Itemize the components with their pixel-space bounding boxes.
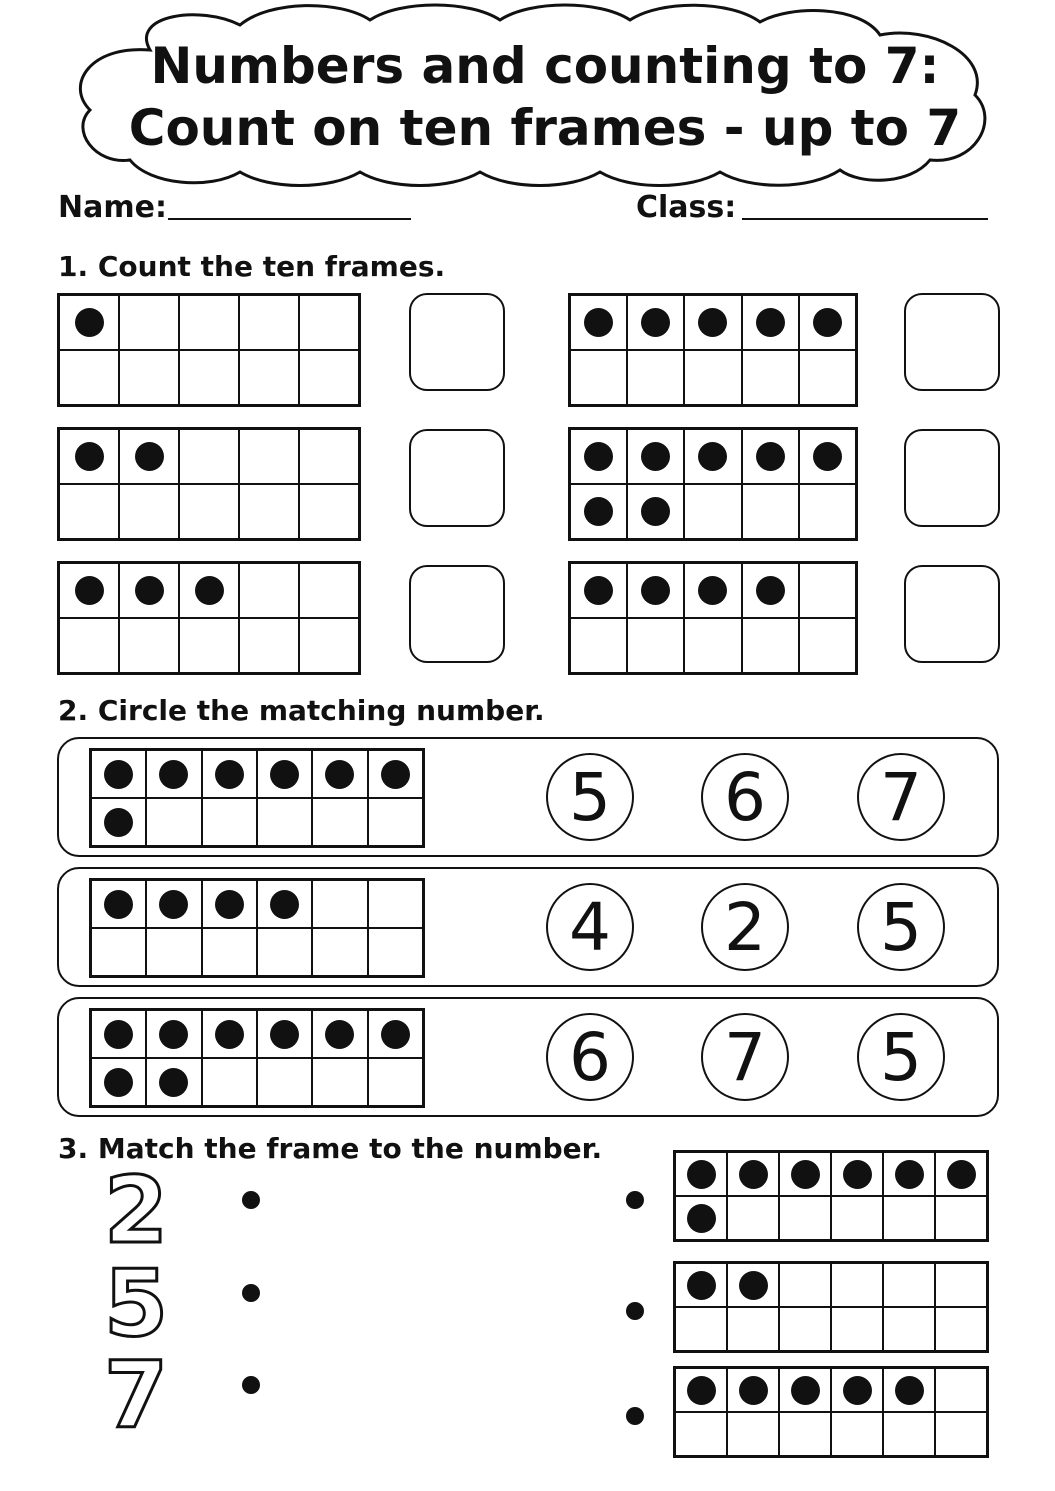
name-line[interactable] — [168, 218, 411, 220]
counter-dot — [135, 442, 164, 471]
number-choice[interactable]: 6 — [701, 753, 789, 841]
number-choice[interactable]: 2 — [701, 883, 789, 971]
frame-cell — [684, 295, 741, 350]
frame-cell — [935, 1263, 987, 1307]
frame-cell — [299, 295, 359, 350]
counter-dot — [325, 1020, 354, 1049]
counter-dot — [739, 1160, 768, 1189]
title-line-1: Numbers and counting to 7: — [150, 37, 940, 95]
answer-box[interactable] — [904, 293, 1000, 391]
frame-cell — [179, 295, 239, 350]
answer-box[interactable] — [409, 429, 505, 527]
frame-cell — [368, 750, 423, 798]
counter-dot — [756, 308, 785, 337]
counter-dot — [687, 1271, 716, 1300]
title-line-2: Count on ten frames - up to 7 — [128, 99, 962, 157]
frame-cell — [675, 1412, 727, 1456]
ten-frame — [89, 878, 425, 978]
frame-cell — [239, 295, 299, 350]
counter-dot — [325, 760, 354, 789]
frame-cell — [119, 429, 179, 484]
frame-cell — [570, 429, 627, 484]
frame-cell — [742, 429, 799, 484]
number-choice[interactable]: 6 — [546, 1013, 634, 1101]
frame-cell — [883, 1263, 935, 1307]
number-choice[interactable]: 5 — [546, 753, 634, 841]
counter-dot — [584, 576, 613, 605]
frame-cell — [179, 563, 239, 618]
frame-cell — [312, 1058, 367, 1106]
counter-dot — [75, 308, 104, 337]
class-label: Class: — [636, 190, 737, 225]
counter-dot — [843, 1160, 872, 1189]
frame-cell — [179, 618, 239, 673]
counter-dot — [813, 308, 842, 337]
frame-cell — [257, 1010, 312, 1058]
frame-cell — [742, 484, 799, 539]
ten-frame — [89, 748, 425, 848]
frame-cell — [299, 484, 359, 539]
frame-cell — [727, 1412, 779, 1456]
counter-dot — [791, 1160, 820, 1189]
match-point-right[interactable] — [626, 1302, 644, 1320]
ten-frame — [57, 293, 361, 407]
frame-cell — [831, 1368, 883, 1412]
number-choice[interactable]: 5 — [857, 883, 945, 971]
match-point-right[interactable] — [626, 1191, 644, 1209]
frame-cell — [202, 880, 257, 928]
counter-dot — [641, 442, 670, 471]
frame-cell — [727, 1196, 779, 1240]
match-point-left[interactable] — [242, 1191, 260, 1209]
frame-cell — [146, 880, 201, 928]
frame-cell — [570, 563, 627, 618]
counter-dot — [895, 1376, 924, 1405]
frame-cell — [799, 295, 856, 350]
frame-cell — [935, 1368, 987, 1412]
frame-cell — [627, 563, 684, 618]
frame-cell — [119, 563, 179, 618]
frame-cell — [312, 928, 367, 976]
frame-cell — [202, 750, 257, 798]
counter-dot — [739, 1376, 768, 1405]
counter-dot — [195, 576, 224, 605]
number-choice[interactable]: 4 — [546, 883, 634, 971]
frame-cell — [146, 1010, 201, 1058]
counter-dot — [895, 1160, 924, 1189]
frame-cell — [257, 1058, 312, 1106]
frame-cell — [935, 1196, 987, 1240]
frame-cell — [59, 429, 119, 484]
frame-cell — [257, 880, 312, 928]
frame-cell — [179, 429, 239, 484]
match-point-left[interactable] — [242, 1284, 260, 1302]
frame-cell — [91, 1058, 146, 1106]
answer-box[interactable] — [409, 293, 505, 391]
frame-cell — [119, 618, 179, 673]
frame-cell — [312, 798, 367, 846]
counter-dot — [947, 1160, 976, 1189]
frame-cell — [299, 563, 359, 618]
frame-cell — [239, 484, 299, 539]
ten-frame — [57, 427, 361, 541]
counter-dot — [756, 576, 785, 605]
frame-cell — [146, 798, 201, 846]
frame-cell — [202, 1010, 257, 1058]
frame-cell — [727, 1263, 779, 1307]
counter-dot — [791, 1376, 820, 1405]
counter-dot — [813, 442, 842, 471]
frame-cell — [91, 798, 146, 846]
frame-cell — [299, 429, 359, 484]
ten-frame — [57, 561, 361, 675]
counter-dot — [104, 890, 133, 919]
frame-cell — [119, 295, 179, 350]
frame-cell — [119, 484, 179, 539]
counter-dot — [739, 1271, 768, 1300]
answer-box[interactable] — [904, 429, 1000, 527]
counter-dot — [270, 760, 299, 789]
frame-cell — [779, 1152, 831, 1196]
counter-dot — [135, 576, 164, 605]
counter-dot — [381, 1020, 410, 1049]
counter-dot — [843, 1376, 872, 1405]
frame-cell — [935, 1307, 987, 1351]
number-choice[interactable]: 7 — [857, 753, 945, 841]
counter-dot — [104, 808, 133, 837]
frame-cell — [91, 880, 146, 928]
frame-cell — [831, 1412, 883, 1456]
frame-cell — [257, 928, 312, 976]
frame-cell — [179, 484, 239, 539]
frame-cell — [239, 429, 299, 484]
counter-dot — [687, 1204, 716, 1233]
frame-cell — [239, 618, 299, 673]
frame-cell — [257, 750, 312, 798]
frame-cell — [239, 563, 299, 618]
class-line[interactable] — [742, 218, 988, 220]
frame-cell — [627, 350, 684, 405]
frame-cell — [883, 1196, 935, 1240]
frame-cell — [675, 1152, 727, 1196]
counter-dot — [687, 1376, 716, 1405]
counter-dot — [641, 576, 670, 605]
frame-cell — [627, 484, 684, 539]
ten-frame — [89, 1008, 425, 1108]
frame-cell — [831, 1152, 883, 1196]
answer-box[interactable] — [409, 565, 505, 663]
frame-cell — [146, 1058, 201, 1106]
frame-cell — [627, 295, 684, 350]
frame-cell — [883, 1152, 935, 1196]
frame-cell — [627, 618, 684, 673]
ten-frame — [568, 561, 858, 675]
frame-cell — [742, 618, 799, 673]
frame-cell — [146, 750, 201, 798]
ten-frame — [673, 1150, 989, 1242]
frame-cell — [831, 1263, 883, 1307]
frame-cell — [799, 484, 856, 539]
counter-dot — [698, 308, 727, 337]
frame-cell — [727, 1368, 779, 1412]
frame-cell — [570, 484, 627, 539]
outline-number: 5 — [104, 1250, 169, 1357]
frame-cell — [799, 350, 856, 405]
frame-cell — [675, 1368, 727, 1412]
frame-cell — [91, 1010, 146, 1058]
counter-dot — [270, 890, 299, 919]
match-point-left[interactable] — [242, 1376, 260, 1394]
name-label: Name: — [58, 190, 167, 225]
frame-cell — [202, 798, 257, 846]
frame-cell — [91, 750, 146, 798]
frame-cell — [799, 429, 856, 484]
frame-cell — [935, 1152, 987, 1196]
frame-cell — [59, 295, 119, 350]
frame-cell — [684, 350, 741, 405]
frame-cell — [368, 1010, 423, 1058]
counter-dot — [104, 1020, 133, 1049]
frame-cell — [59, 563, 119, 618]
frame-cell — [831, 1307, 883, 1351]
counter-dot — [215, 1020, 244, 1049]
ten-frame — [568, 293, 858, 407]
counter-dot — [381, 760, 410, 789]
counter-dot — [159, 1020, 188, 1049]
section-1-heading: 1. Count the ten frames. — [58, 250, 446, 283]
frame-cell — [684, 484, 741, 539]
counter-dot — [159, 890, 188, 919]
title-cloud — [0, 0, 1055, 190]
outline-number: 7 — [104, 1342, 169, 1449]
frame-cell — [779, 1368, 831, 1412]
frame-cell — [779, 1412, 831, 1456]
frame-cell — [675, 1196, 727, 1240]
counter-dot — [270, 1020, 299, 1049]
frame-cell — [831, 1196, 883, 1240]
counter-dot — [756, 442, 785, 471]
counter-dot — [75, 576, 104, 605]
frame-cell — [59, 350, 119, 405]
frame-cell — [368, 928, 423, 976]
frame-cell — [779, 1307, 831, 1351]
frame-cell — [742, 295, 799, 350]
frame-cell — [883, 1412, 935, 1456]
answer-box[interactable] — [904, 565, 1000, 663]
frame-cell — [727, 1307, 779, 1351]
frame-cell — [627, 429, 684, 484]
counter-dot — [215, 890, 244, 919]
frame-cell — [312, 750, 367, 798]
frame-cell — [684, 563, 741, 618]
frame-cell — [742, 350, 799, 405]
frame-cell — [312, 1010, 367, 1058]
frame-cell — [59, 484, 119, 539]
counter-dot — [104, 1068, 133, 1097]
counter-dot — [584, 308, 613, 337]
frame-cell — [570, 295, 627, 350]
frame-cell — [883, 1368, 935, 1412]
outline-number: 2 — [104, 1157, 169, 1264]
counter-dot — [104, 760, 133, 789]
ten-frame — [568, 427, 858, 541]
ten-frame — [673, 1366, 989, 1458]
section-3-heading: 3. Match the frame to the number. — [58, 1132, 603, 1165]
frame-cell — [675, 1307, 727, 1351]
counter-dot — [75, 442, 104, 471]
frame-cell — [119, 350, 179, 405]
frame-cell — [684, 618, 741, 673]
match-point-right[interactable] — [626, 1407, 644, 1425]
counter-dot — [584, 442, 613, 471]
number-choice[interactable]: 5 — [857, 1013, 945, 1101]
frame-cell — [779, 1196, 831, 1240]
frame-cell — [779, 1263, 831, 1307]
counter-dot — [584, 497, 613, 526]
counter-dot — [698, 576, 727, 605]
frame-cell — [299, 350, 359, 405]
counter-dot — [687, 1160, 716, 1189]
number-choice[interactable]: 7 — [701, 1013, 789, 1101]
frame-cell — [146, 928, 201, 976]
frame-cell — [368, 1058, 423, 1106]
counter-dot — [215, 760, 244, 789]
frame-cell — [799, 563, 856, 618]
counter-dot — [698, 442, 727, 471]
counter-dot — [159, 1068, 188, 1097]
counter-dot — [159, 760, 188, 789]
frame-cell — [935, 1412, 987, 1456]
frame-cell — [368, 880, 423, 928]
frame-cell — [799, 618, 856, 673]
frame-cell — [257, 798, 312, 846]
frame-cell — [59, 618, 119, 673]
frame-cell — [742, 563, 799, 618]
counter-dot — [641, 308, 670, 337]
frame-cell — [570, 350, 627, 405]
frame-cell — [368, 798, 423, 846]
frame-cell — [202, 928, 257, 976]
counter-dot — [641, 497, 670, 526]
frame-cell — [179, 350, 239, 405]
frame-cell — [675, 1263, 727, 1307]
frame-cell — [202, 1058, 257, 1106]
frame-cell — [727, 1152, 779, 1196]
frame-cell — [312, 880, 367, 928]
frame-cell — [91, 928, 146, 976]
frame-cell — [883, 1307, 935, 1351]
frame-cell — [299, 618, 359, 673]
section-2-heading: 2. Circle the matching number. — [58, 694, 545, 727]
frame-cell — [570, 618, 627, 673]
frame-cell — [684, 429, 741, 484]
ten-frame — [673, 1261, 989, 1353]
frame-cell — [239, 350, 299, 405]
